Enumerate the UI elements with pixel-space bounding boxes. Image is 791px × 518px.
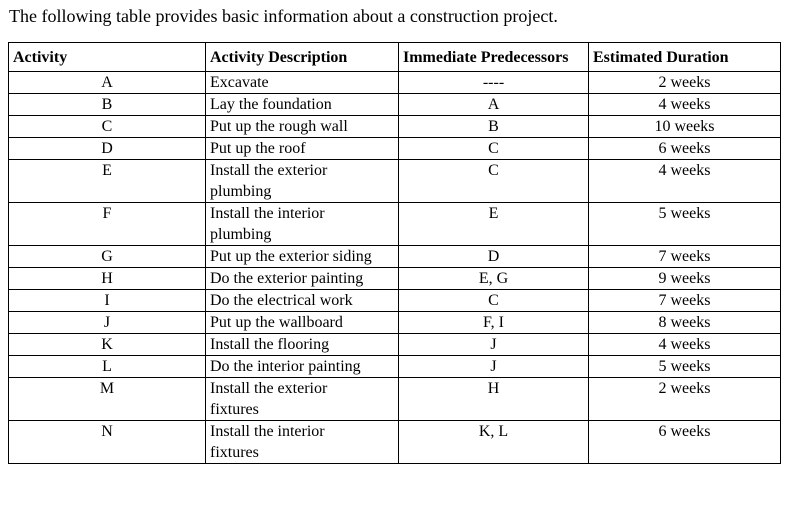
cell-predecessors: A — [399, 94, 589, 116]
cell-activity: J — [9, 312, 206, 334]
cell-description: Lay the foundation — [206, 94, 399, 116]
cell-activity: F — [9, 203, 206, 246]
cell-description: Install the interior fixtures — [206, 421, 399, 464]
header-description: Activity Description — [206, 43, 399, 72]
cell-description: Install the exterior fixtures — [206, 378, 399, 421]
cell-activity: M — [9, 378, 206, 421]
cell-description: Install the flooring — [206, 334, 399, 356]
cell-activity: C — [9, 116, 206, 138]
cell-predecessors: C — [399, 138, 589, 160]
header-activity: Activity — [9, 43, 206, 72]
cell-description: Install the interior plumbing — [206, 203, 399, 246]
cell-description: Put up the wallboard — [206, 312, 399, 334]
cell-duration: 9 weeks — [589, 268, 781, 290]
table-row — [9, 116, 781, 138]
cell-predecessors: J — [399, 334, 589, 356]
cell-duration: 7 weeks — [589, 246, 781, 268]
cell-description: Do the electrical work — [206, 290, 399, 312]
table-row — [9, 203, 781, 246]
table-row — [9, 334, 781, 356]
cell-duration: 6 weeks — [589, 138, 781, 160]
cell-predecessors: E, G — [399, 268, 589, 290]
header-duration: Estimated Duration — [589, 43, 781, 72]
cell-description: Do the exterior painting — [206, 268, 399, 290]
cell-predecessors: B — [399, 116, 589, 138]
cell-duration: 8 weeks — [589, 312, 781, 334]
table-row — [9, 312, 781, 334]
cell-duration: 2 weeks — [589, 72, 781, 94]
cell-activity: G — [9, 246, 206, 268]
cell-duration: 5 weeks — [589, 356, 781, 378]
cell-duration: 4 weeks — [589, 160, 781, 203]
cell-predecessors: J — [399, 356, 589, 378]
table-row — [9, 160, 781, 203]
cell-description: Excavate — [206, 72, 399, 94]
header-predecessors: Immediate Predecessors — [399, 43, 589, 72]
cell-activity: D — [9, 138, 206, 160]
cell-duration: 7 weeks — [589, 290, 781, 312]
cell-activity: E — [9, 160, 206, 203]
cell-activity: I — [9, 290, 206, 312]
table-row — [9, 138, 781, 160]
cell-predecessors: D — [399, 246, 589, 268]
table-row — [9, 356, 781, 378]
cell-predecessors: K, L — [399, 421, 589, 464]
cell-description: Put up the exterior siding — [206, 246, 399, 268]
cell-description: Put up the roof — [206, 138, 399, 160]
cell-activity: B — [9, 94, 206, 116]
table-row — [9, 246, 781, 268]
table-row — [9, 421, 781, 464]
table-row — [9, 290, 781, 312]
cell-predecessors: C — [399, 160, 589, 203]
cell-activity: K — [9, 334, 206, 356]
cell-predecessors: F, I — [399, 312, 589, 334]
table-row — [9, 378, 781, 421]
cell-activity: A — [9, 72, 206, 94]
cell-duration: 6 weeks — [589, 421, 781, 464]
cell-description: Install the exterior plumbing — [206, 160, 399, 203]
table-row — [9, 268, 781, 290]
cell-duration: 10 weeks — [589, 116, 781, 138]
table-row — [9, 94, 781, 116]
cell-description: Put up the rough wall — [206, 116, 399, 138]
cell-predecessors: C — [399, 290, 589, 312]
cell-activity: N — [9, 421, 206, 464]
cell-predecessors: H — [399, 378, 589, 421]
cell-predecessors: ---- — [399, 72, 589, 94]
cell-description: Do the interior painting — [206, 356, 399, 378]
cell-duration: 4 weeks — [589, 94, 781, 116]
cell-duration: 5 weeks — [589, 203, 781, 246]
intro-text: The following table provides basic information about a construction project. — [9, 6, 558, 26]
table-row — [9, 72, 781, 94]
cell-activity: L — [9, 356, 206, 378]
cell-activity: H — [9, 268, 206, 290]
cell-duration: 4 weeks — [589, 334, 781, 356]
table-header-row — [9, 43, 781, 72]
cell-duration: 2 weeks — [589, 378, 781, 421]
project-table — [8, 42, 781, 464]
cell-predecessors: E — [399, 203, 589, 246]
